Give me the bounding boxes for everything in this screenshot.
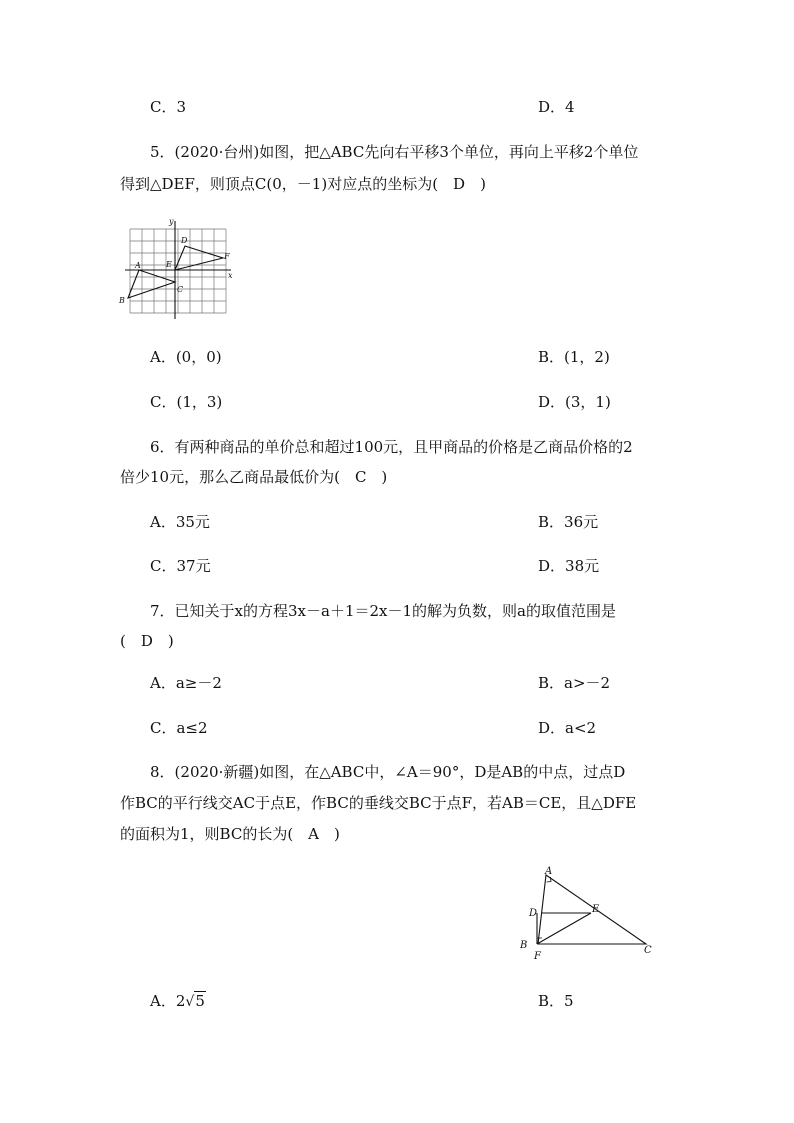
q6-option-c: C．37元 xyxy=(150,557,211,575)
q8-option-b: B．5 xyxy=(538,992,574,1010)
q6-option-a: A．35元 xyxy=(150,513,210,531)
q8-label-e: E xyxy=(592,904,600,915)
q5-label-a: A xyxy=(135,261,141,270)
q8-triangle-figure xyxy=(510,862,660,962)
q4-option-d: D．4 xyxy=(538,98,575,116)
q8-stem-line2: 作BC的平行线交AC于点E，作BC的垂线交BC于点F，若AB＝CE，且△DFE xyxy=(120,794,637,812)
q5-label-f: F xyxy=(224,252,230,261)
q5-grid-figure xyxy=(115,215,245,323)
q6-stem-line2: 倍少10元，那么乙商品最低价为( C ) xyxy=(120,468,388,486)
q7-stem-line1: 7．已知关于x的方程3x－a＋1＝2x－1的解为负数，则a的取值范围是 xyxy=(150,602,616,620)
q5-option-c: C．(1，3) xyxy=(150,393,223,411)
q6-option-d: D．38元 xyxy=(538,557,600,575)
q5-label-c: C xyxy=(177,285,184,294)
q7-stem-line2: ( D ) xyxy=(120,632,174,650)
q8-label-a: A xyxy=(545,866,553,877)
q5-label-b: B xyxy=(119,296,125,305)
q5-stem-line2: 得到△DEF，则顶点C(0，－1)对应点的坐标为( D ) xyxy=(120,175,486,193)
q5-option-b: B．(1，2) xyxy=(538,348,610,366)
q5-stem-line1: 5．(2020·台州)如图，把△ABC先向右平移3个单位，再向上平移2个单位 xyxy=(150,143,639,161)
q8-label-d: D xyxy=(529,908,538,919)
q5-label-y: y xyxy=(169,217,174,226)
sqrt-sign: √ xyxy=(185,994,195,1010)
q8-label-f: F xyxy=(534,951,541,962)
q6-stem-line1: 6．有两种商品的单价总和超过100元，且甲商品的价格是乙商品价格的2 xyxy=(150,438,633,456)
q8-label-b: B xyxy=(520,940,528,951)
q5-option-a: A．(0，0) xyxy=(150,348,222,366)
q8-option-a xyxy=(150,991,206,1012)
q8-option-a-prefix: A．2 xyxy=(150,992,186,1010)
q7-option-a: A．a≥－2 xyxy=(150,674,222,692)
q7-option-d: D．a<2 xyxy=(538,719,597,737)
q8-stem-line3: 的面积为1，则BC的长为( A ) xyxy=(120,825,340,843)
q5-label-d: D xyxy=(181,236,188,245)
q6-option-b: B．36元 xyxy=(538,513,599,531)
q5-label-x: x xyxy=(228,271,233,280)
q5-label-e: E xyxy=(166,260,172,269)
q7-option-c: C．a≤2 xyxy=(150,719,208,737)
q8-label-c: C xyxy=(644,945,652,956)
q5-option-d: D．(3，1) xyxy=(538,393,611,411)
q8-option-a-radicand: 5 xyxy=(195,992,205,1010)
q8-stem-line1: 8．(2020·新疆)如图，在△ABC中，∠A＝90°，D是AB的中点，过点D xyxy=(150,763,626,781)
q4-option-c: C．3 xyxy=(150,98,187,116)
q7-option-b: B．a>－2 xyxy=(538,674,611,692)
